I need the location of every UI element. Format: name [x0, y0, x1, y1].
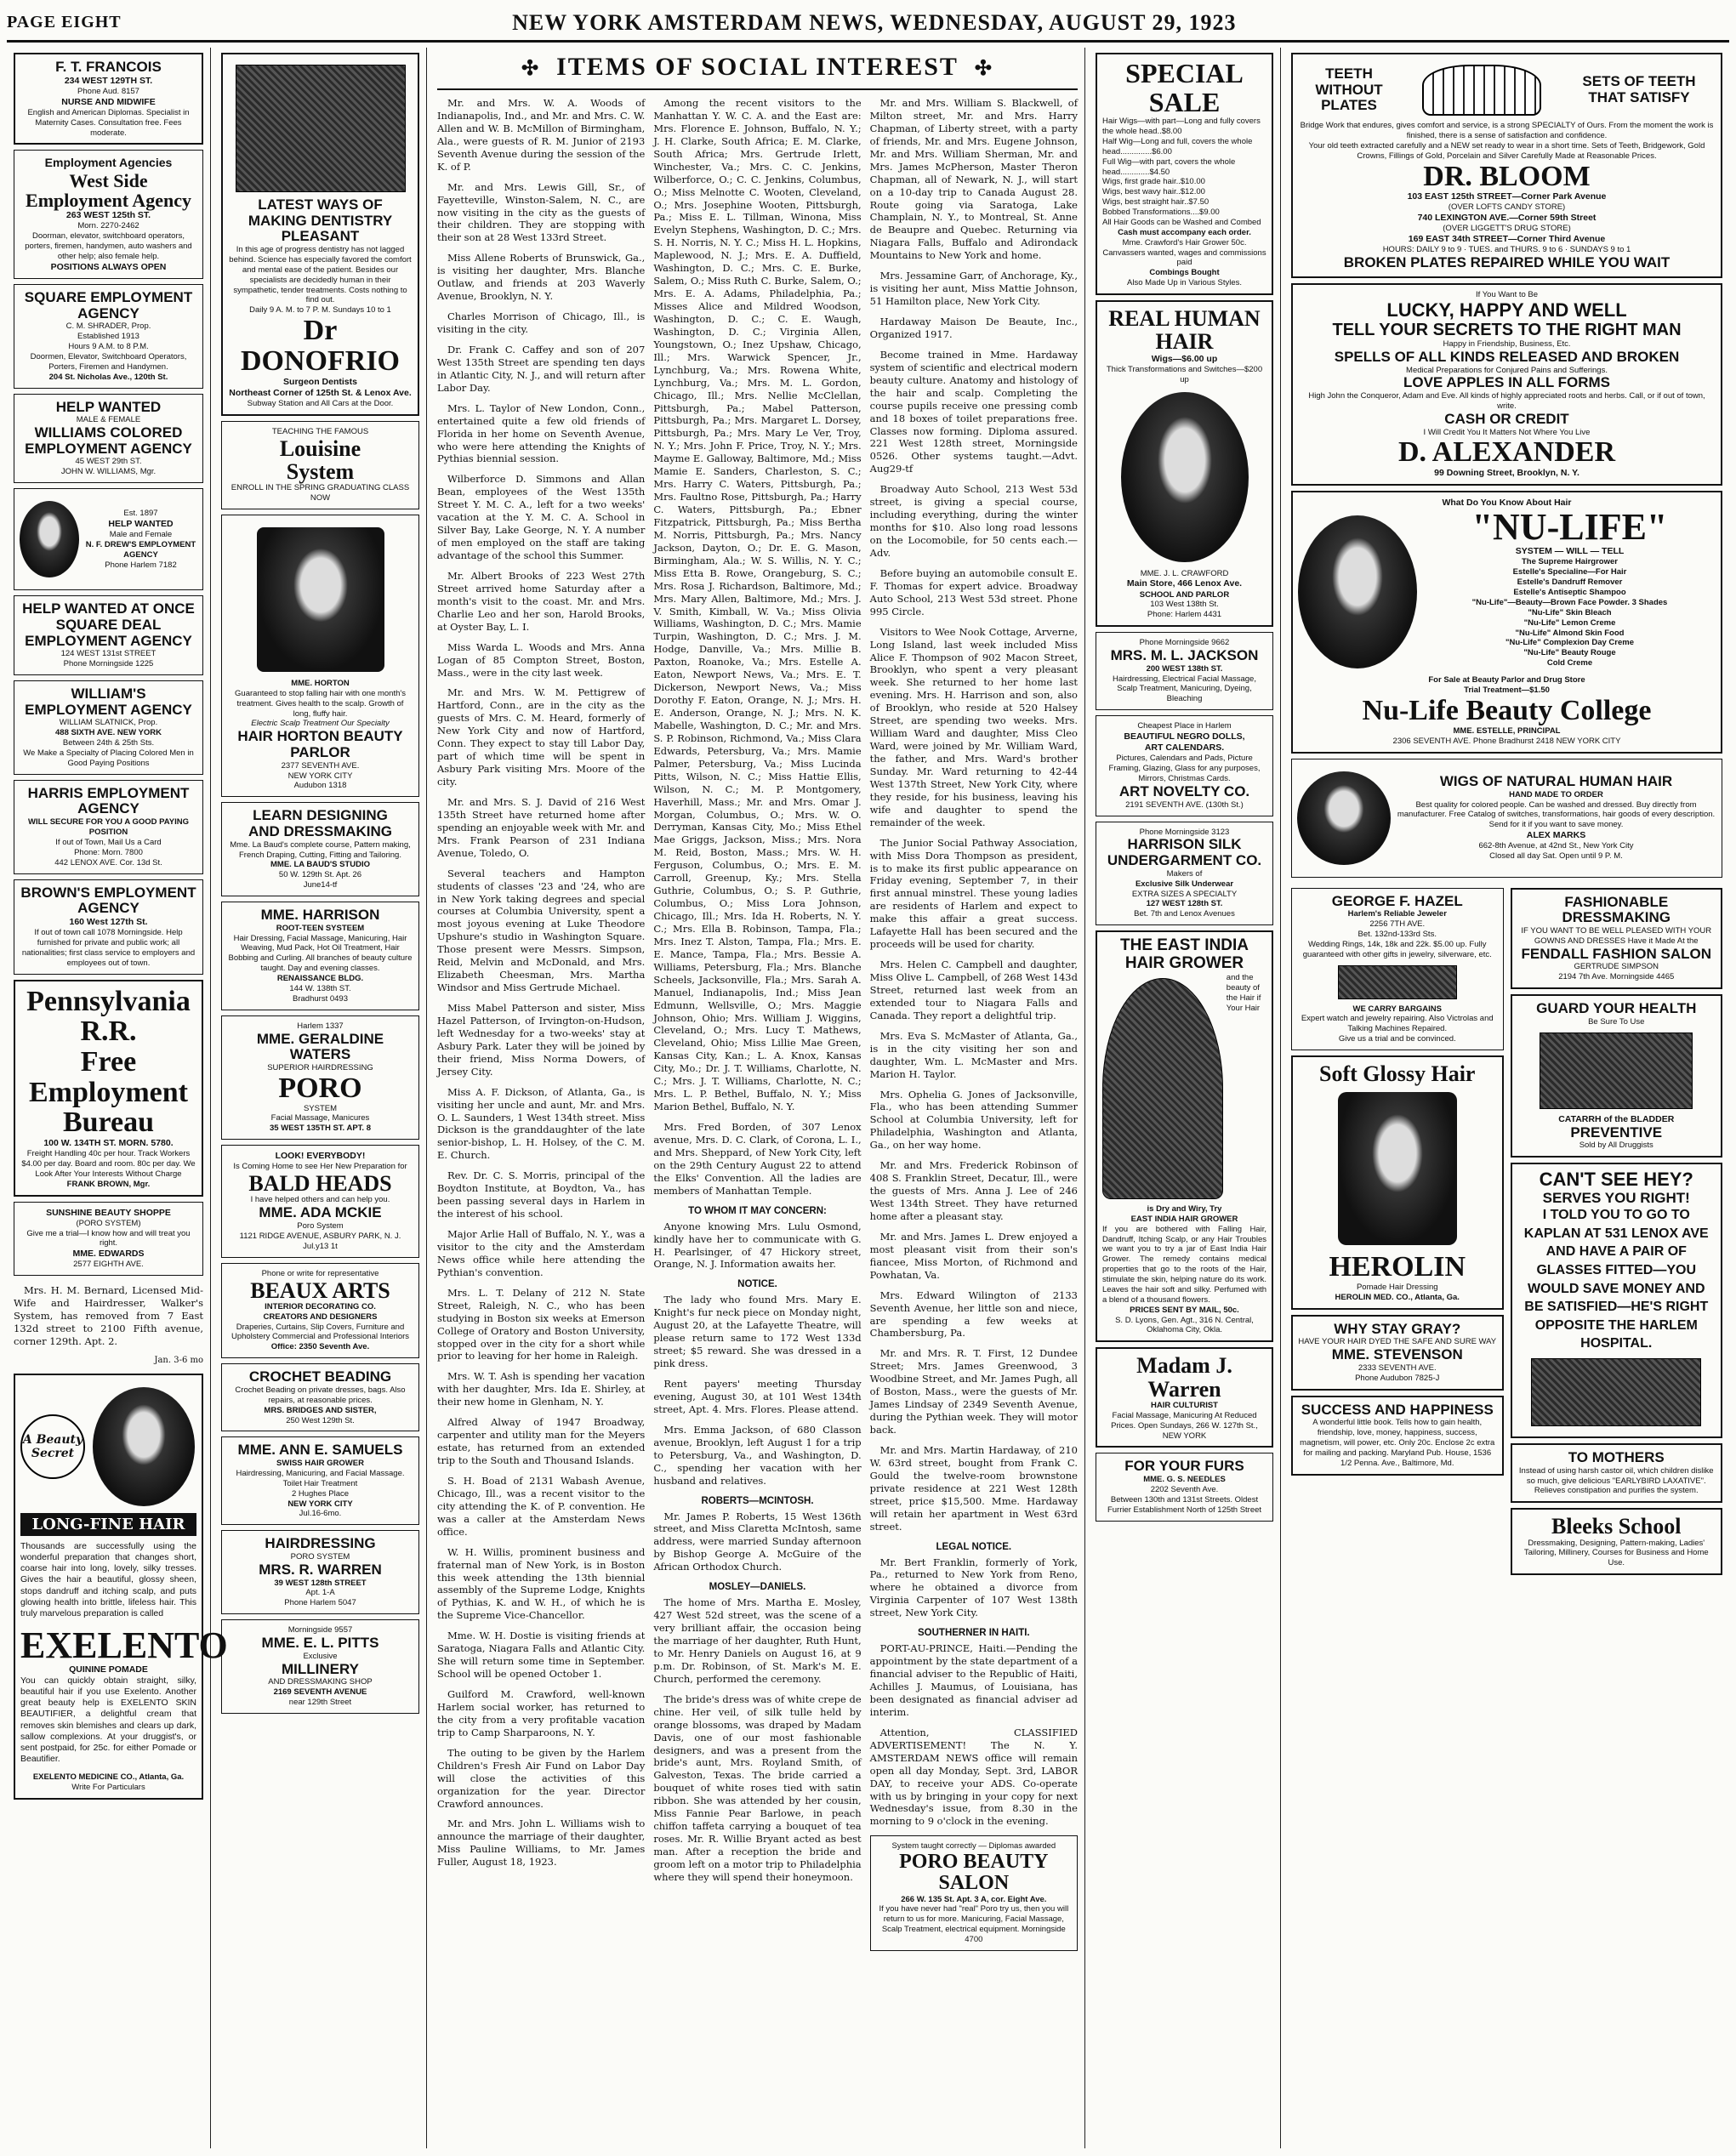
crawford-portrait: [1121, 392, 1249, 562]
ad-jackson: Phone Morningside 9662 MRS. M. L. JACKSON 200 WEST 138th ST. Hairdressing, Electrical Facial Massage, Scalp Treatment, Manicuring, Dyeing, Bleaching: [1096, 632, 1273, 710]
news-item: Several teachers and Hampton students of classes '23 and '24, who are in New York taking degrees and special courses at Columbia University, spent a most joyous evening at Luke Theodore Upshure's studio in Washington Square. Those present were Messrs. Simpson, Reid, Melvin and McDonald, and Mrs. Elizabeth Cheesman, Mrs. Martha Windsor and Miss Gertrude Michael.: [437, 867, 646, 994]
news-item: Mr. and Mrs. Martin Hardaway, of 210 W. 63rd street, bought from Frank C. Gould the twelve-room brownstone private residence at 221 West 128th street, price $15,500. Mme. Hardaway will retain her apartment in West 63rd street.: [869, 1443, 1078, 1533]
notice-heading: ROBERTS—MCINTOSH.: [701, 1495, 814, 1506]
news-item: The bride's dress was of white crepe de chine. Her veil, of silk tulle held by orange blossoms, was draped by Madam Davis, one of our most fashionable designers, and was a present from the bride's aunt, Mrs. Royland Smith, of Galveston, Texas. The bride carried a bouquet of white roses tied with satin ribbon. She was attended by her cousin, Miss Fannie Pear Barlowe, in peach chiffon taffeta carrying a bouquet of tea roses. Mr. R. Willie Bryant acted as best man. After a reception the bride and groom left on a motor trip to Philadelphia where they will spend their honeymoon.: [653, 1692, 862, 1883]
ad-square: SQUARE EMPLOYMENT AGENCY C. M. SHRADER, Prop. Established 1913 Hours 9 A.M. to 8 P.M. Doormen, Elevator, Switchboard Operators, Porters, Firemen and Handymen. 204 St. Nicholas Ave., 120th St.: [14, 284, 203, 389]
ad-beaux-arts: Phone or write for representative BEAUX ARTS INTERIOR DECORATING CO. CREATORS AND DESIGNERS Draperies, Curtains, Slip Covers, Furniture and Upholstery Commercial and Professional Interiors Office: 2350 Seventh Ave.: [221, 1263, 419, 1359]
ad-success: SUCCESS AND HAPPINESS A wonderful little book. Tells how to gain health, friendship, love, money, happiness, success, magnetism, will power, etc. Only 20c. Enclose 2c extra for mailing and packing. Maryland Pub. House, 1536 1/2 Penna. Ave., Baltimore, Md.: [1291, 1396, 1504, 1476]
estelle-portrait: [1298, 515, 1417, 668]
ad-william: WILLIAM'S EMPLOYMENT AGENCY WILLIAM SLATNICK, Prop. 488 SIXTH AVE. NEW YORK Between 24th & 25th Sts. We Make a Specialty of Placing Colored Men in Good Paying Positions: [14, 680, 203, 775]
news-item: Before buying an automobile consult E. F. Thomas for expert advice. Broadway Auto School, 213 West 53d street. Phone 995 Circle.: [869, 566, 1078, 617]
column-5: [1284, 48, 1729, 2148]
news-item: The outing to be given by the Harlem Children's Fresh Air Fund on Labor Day will close the activities of this organization for the year. Director Crawford announces.: [437, 1746, 646, 1810]
ad-harrison-silk: Phone Morningside 3123 HARRISON SILK UNDERGARMENT CO. Makers of Exclusive Silk Underwear EXTRA SIZES A SPECIALTY 127 WEST 128th ST. Bet. 7th and Lenox Avenues: [1096, 822, 1273, 926]
ad-real-human-hair: REAL HUMAN HAIR Wigs—$6.00 up Thick Transformations and Switches—$200 up MME. J. L. CRAWFORD Main Store, 466 Lenox Ave. SCHOOL AND PARLOR 103 West 138th St. Phone: Harlem 4431: [1096, 300, 1273, 627]
news-item: Mrs. Fred Borden, of 307 Lenox avenue, Mrs. D. C. Clark, of Corona, L. I., and Mrs. Sheppard, of New York City, left on the 29th Century August 22 to attend the Elks' Convention. All the ladies are members of Manhattan Temple.: [653, 1121, 862, 1197]
portrait-image: [20, 501, 79, 577]
product-item: Estelle's Dandruff Remover: [1517, 577, 1623, 588]
news-item: S. H. Boad of 2131 Wabash Avenue, Chicago, Ill., was a recent visitor to the city attending the K. of P. convention. He was a caller at the Amsterdam News office.: [437, 1474, 646, 1538]
ad-louisine: TEACHING THE FAMOUS Louisine System ENROLL IN THE SPRING GRADUATING CLASS NOW: [221, 421, 419, 509]
product-item: "Nu-Life"—Beauty—Brown Face Powder. 3 Shades: [1471, 597, 1668, 607]
news-item: Mme. W. H. Dostie is visiting friends at Saratoga, Niagara Falls and Atlantic City. She will return some time in September. School will be opened October 1.: [437, 1630, 646, 1681]
ad-francois: F. T. FRANCOIS 234 WEST 129TH ST. Phone Aud. 8157 NURSE AND MIDWIFE English and American Diplomas. Specialist in Maternity Cases. Consultation free. Fees moderate.: [14, 53, 203, 145]
news-item: Mr. and Mrs. John L. Williams wish to announce the marriage of their daughter, Miss Pauline Williams, to Mr. James Fuller, August 18, 1923.: [437, 1818, 646, 1869]
social-section: [430, 48, 1085, 2148]
poro-name: PORO BEAUTY SALON: [899, 1851, 1049, 1895]
teeth-illustration: [1422, 65, 1541, 116]
product-item: "Nu-Life" Skin Bleach: [1528, 607, 1612, 617]
news-item: Attention, CLASSIFIED ADVERTISEMENT! The N. Y. AMSTERDAM NEWS office will remain open all day Monday, Sept. 3rd, LABOR DAY, to receive your ADS. Co-operate with us by bringing in your copy for next Wednesday's issue, from 8.30 in the morning to 9 o'clock in the evening.: [869, 1726, 1078, 1828]
notice-bernard: Mrs. H. M. Bernard, Licensed Mid-Wife and Hairdresser, Walker's System, has removed from 7 East 132d street to 2100 Fifth avenue, corner 129th. Apt. 2. Jan. 3-6 mo: [14, 1284, 203, 1365]
news-item: Major Arlie Hall of Buffalo, N. Y., was a visitor to the city and the Amsterdam News office while here attending the Pythian's convention.: [437, 1228, 646, 1278]
news-item: Mr. and Mrs. James L. Drew enjoyed a most pleasant visit from their son's fiancee, Miss Morton, of Richmond and Powhatan, Va.: [869, 1230, 1078, 1281]
ad-crochet: CROCHET BEADING Crochet Beading on private dresses, bags. Also repairs, at reasonable prices. MRS. BRIDGES AND SISTER, 250 West 129th St.: [221, 1363, 419, 1431]
news-item: Mr. and Mrs. W. M. Pettigrew of Hartford, Conn., are in the city as the guests of Mrs. C. M. Heard, formerly of New York City and now of Hartford, Conn. They expect to stay till Labor Day, part of which time will be spent in Asbury Park visiting Mrs. Moore of the city.: [437, 686, 646, 788]
bottle-illustration: [1540, 1032, 1693, 1109]
ad-alexander: If You Want to Be LUCKY, HAPPY AND WELL TELL YOUR SECRETS TO THE RIGHT MAN Happy in Friendship, Business, Etc. SPELLS OF ALL KINDS RELEASED AND BROKEN Medical Preparations for Conjured Pains and Sufferings. LOVE APPLES IN ALL FORMS High John the Conqueror, Adam and Eve. All kinds of highly appreciated roots and herbs. Call, or if out of town, write. CASH OR CREDIT I Will Credit You It Matters Not Where You Live D. ALEXANDER 99 Downing Street, Brooklyn, N. Y.: [1291, 283, 1722, 486]
long-hair-ribbon: LONG-FINE HAIR: [20, 1513, 196, 1536]
sale-line: Wigs, best straight hair..$7.50: [1102, 197, 1210, 208]
product-item: "Nu-Life" Lemon Creme: [1523, 617, 1616, 628]
ad-horton: MME. HORTON Guaranteed to stop falling hair with one month's treatment. Gives health to the scalp. Growth of long, fluffy hair. Electric Scalp Treatment Our Specialty HAIR HORTON BEAUTY PARLOR 2377 SEVENTH AVE. NEW YORK CITY Audubon 1318: [221, 515, 419, 797]
product-item: "Nu-Life" Beauty Rouge: [1523, 648, 1616, 658]
ad-kaplan: CAN'T SEE HEY? SERVES YOU RIGHT! I TOLD YOU TO GO TO KAPLAN AT 531 LENOX AVE AND HAVE A PAIR OF GLASSES FITTED—YOU WOULD SAVE MONEY AND BE SATISFIED—HE'S RIGHT OPPOSITE THE HARLEM HOSPITAL.: [1511, 1163, 1723, 1438]
news-item: Alfred Alway of 1947 Broadway, carpenter and utility man for the Meyers estate, has returned from an extended trip to the South and Thousand Islands.: [437, 1416, 646, 1466]
news-item: Guilford M. Crawford, well-known Harlem social worker, has returned to the city from a very profitable vacation trip to Camp Sharparoons, N. Y.: [437, 1688, 646, 1738]
ad-pennsylvania: Pennsylvania R.R. Free Employment Bureau 100 W. 134TH ST. MORN. 5780. Freight Handling 40c per hour. Track Workers $4.00 per day. Board and room. 80c per day. We Look After Your Interests Without Charge FRANK BROWN, Mgr.: [14, 980, 203, 1197]
ad-art-novelty: Cheapest Place in Harlem BEAUTIFUL NEGRO DOLLS, ART CALENDARS. Pictures, Calendars and Pads, Picture Framing, Glazing, Glass for any purposes, Mirrors, Christmas Cards. ART NOVELTY CO. 2191 SEVENTH AVE. (130th St.): [1096, 715, 1273, 816]
news-item: The home of Mrs. Martha E. Mosley, 427 West 52d street, was the scene of a very brilliant affair, the occasion being the marriage of her daughter, Ruth Hunt, to Mr. Henry Daniels on August 16, at 9 p.m. Dr. Robinson, of St. Mark's M. E. Church, performed the ceremony.: [653, 1596, 862, 1685]
ornament-icon: ✣: [974, 58, 994, 80]
notice-heading: TO WHOM IT MAY CONCERN:: [688, 1205, 827, 1216]
sale-line: Hair Wigs—with part—Long and fully covers the whole head..$8.00: [1102, 117, 1261, 137]
sale-line: Full Wig—with part, covers the whole head.............$4.50: [1102, 156, 1236, 177]
ad-hazel: GEORGE F. HAZEL Harlem's Reliable Jeweler 2256 7TH AVE. Bet. 132nd-133rd Sts. Wedding Rings, 14k, 18k and 22k. $5.00 up. Fully guaranteed with other gifts in jewelry, silverware, etc. WE CARRY BARGAINS Expert watch and jewelry repairing. Also Victrolas and Talking Machines Repaired. Give us a trial and be convinced.: [1291, 888, 1504, 1051]
news-item: Miss Mabel Patterson and sister, Miss Hazel Patterson, of Irvington-on-Hudson, left Wednesday for a two-weeks' stay at Asbury Park. Later they will be joined by their friend, Miss Norma Dowers, of Jersey City.: [437, 1002, 646, 1078]
ad-to-mothers: TO MOTHERS Instead of using harsh castor oil, which children dislike so much, give delicious "EARLYBIRD LAXATIVE". Relieves constipation and purifies the system.: [1511, 1443, 1723, 1503]
news-item: Mrs. Edward Wilington of 2133 Seventh Avenue, her little son and niece, are spending a few weeks at Chambersburg, Pa.: [869, 1288, 1078, 1340]
news-item: Rent payers' meeting Thursday evening, August 30, at 101 West 134th street, Apt. 4. Mrs. Flores. Please attend.: [653, 1378, 862, 1415]
social-column-3: [870, 97, 1078, 2121]
news-item: Miss A. F. Dickson, of Atlanta, Ga., is visiting her uncle and aunt, Mr. and Mrs. O. L. Saunders, 1 West 134th street. Miss Dickson is the granddaughter of the late senior-bishop, L. H. Holsey, of the C. M. E. Church.: [437, 1085, 646, 1162]
ad-pitts: Morningside 9557 MME. E. L. PITTS Exclusive MILLINERY AND DRESSMAKING SHOP 2169 SEVENTH AVENUE near 129th Street: [221, 1619, 419, 1714]
jewelry-illustration: [1338, 965, 1457, 999]
news-item: Mr. James P. Roberts, 15 West 136th street, and Miss Claretta McIntosh, same address, were married Sunday afternoon by Bishop George A. McGuire of the African Orthodox Church.: [653, 1510, 862, 1573]
ad-learn-designing: LEARN DESIGNING AND DRESSMAKING Mme. La Baud's complete course, Pattern making, French Draping, Cutting, Fitting and Tailoring. MME. LA BAUD'S STUDIO 50 W. 129th St. Apt. 26 June14-tf: [221, 802, 419, 896]
news-item: W. H. Willis, prominent business and fraternal man of New York, is in Boston this week attending the 13th biennial assembly of the Supreme Lodge, Knights of Pythias, K. and W. H., of which he is the Supreme Vice-Chancellor.: [437, 1545, 646, 1622]
ad-furs: FOR YOUR FURS MME. G. S. NEEDLES 2202 Seventh Ave. Between 130th and 131st Streets. Oldest Furrier Establishment North of 125th Street: [1096, 1453, 1273, 1521]
ad-brown: BROWN'S EMPLOYMENT AGENCY 160 West 127th St. If out of town call 1078 Morningside. Help furnished for private and public work; all nationalities; first class service to employers and employees out of town.: [14, 879, 203, 975]
ornament-icon: ✣: [521, 58, 541, 80]
news-item: Mr. and Mrs. William S. Blackwell, of Milton street, Mr. and Mrs. Harry Chapman, of Liberty street, with a party of friends, Mr. and Mrs. Eugene Johnson, Mr. and Mrs. William Sherman, Mr. and Mrs. James McPherson, Master Theron Chapman, all of Newark, N. J., will start on a 10-day trip to Canada August 28. Route going via Saratoga, Lake Champlain, N. Y., to Montreal, St. Anne de Beaupre and Quebec. Returning via Niagara Falls, Buffalo and Adirondack Mountains to New York and home.: [869, 97, 1078, 262]
news-item: Become trained in Mme. Hardaway system of scientific and electrical modern beauty culture. Anatomy and histology of the hair and scalp. Completing the course pupils receive one pressing comb and 18 boxes of toilet preparations free. Classes now forming. Diploma assured. 221 West 128th street, Morningside 0526. Other systems taught.—Advt. Aug29-tf: [869, 348, 1078, 475]
newspaper-title: NEW YORK AMSTERDAM NEWS, WEDNESDAY, AUGUST 29, 1923: [512, 9, 1237, 35]
ad-dr-bloom: TEETH WITHOUT PLATES SETS OF TEETH THAT SATISFY Bridge Work that endures, gives comfort and service, is a strong SPECIALTY of Ours. From the moment the work is finished, there is a sense of satisfaction and confidence. Your old teeth extracted carefully and a NEW set ready to wear in a short time. Sets of Teeth, Bridgework, Gold Crowns, Fillings of Gold, Porcelain and Silver Carefully Made at Reasonable Prices. DR. BLOOM 103 EAST 125th STREET—Corner Park Avenue (OVER LOFTS CANDY STORE) 740 LEXINGTON AVE.—Corner 59th Street (OVER LIGGETT'S DRUG STORE) 169 EAST 34th STREET—Corner Third Avenue HOURS: DAILY 9 to 9 · TUES. and THURS. 9 to 6 · SUNDAYS 9 to 1 BROKEN PLATES REPAIRED WHILE YOU WAIT: [1291, 53, 1722, 278]
ad-waters: Harlem 1337 MME. GERALDINE WATERS SUPERIOR HAIRDRESSING PORO SYSTEM Facial Massage, Manicures 35 WEST 135TH ST. APT. 8: [221, 1015, 419, 1140]
dentist-illustration: [236, 65, 406, 192]
ad-poro-salon: [870, 1835, 1078, 1951]
woman-portrait: [93, 1387, 195, 1506]
ad-madam-warren: Madam J. Warren HAIR CULTURIST Facial Massage, Manicuring At Reduced Prices. Open Sundays, 266 W. 127th St., NEW YORK: [1096, 1347, 1273, 1448]
ad-westside: Employment Agencies West Side Employment Agency 263 WEST 125th ST. Morn. 2270-2462 Doorman, elevator, switchboard operators, porters, firemen, handymen, auto washers and other help; also female help. POSITIONS ALWAYS OPEN: [14, 150, 203, 278]
masthead: [7, 5, 1729, 43]
news-item: Among the recent visitors to the Manhattan Y. W. C. A. and the East are: Mrs. Florence E. Johnson, Buffalo, N. Y.; J. H. Clarke, South Africa; E. M. Clarke, South Africa; Mrs. Gertrude Irlett, Winchester, Va.; Mrs. C. C. Jenkins, Wilberforce, O.; C. C. Jenkins, Columbus, O.; Miss Melnotte C. Wooten, Cleveland, O.; Mrs. Josephine Wooten, Pittsburgh, Pa.; Miss E. L. Tillman, Winona, Miss Evelyn Stephens, Washington, D. C.; Mrs. S. H. Norris, N. Y. C.; Miss H. L. Hopkins, Maplewood, N. J.; Mrs. E. A. Duffield, Washington, D. C.; Mrs. C. E. Burke, Salem, O.; Miss Ruth C. Burke, Salem, O.; Mrs. E. A. Adams, Philadelphia, Pa.; Misses Alice and Mildred Woodson, Washington, D. C.; C. E. Waugh, Washington, D. C.; Virginia Allen, Youngstown, O.; Inez Upshaw, Chicago, Ill.; Mrs. Warwick Spencer, Jr., Lynchburg, Va.; Mrs. Rowena White, Lynchburg, Va.; Mrs. M. L. Gordon, Chicago, Ill.; Mrs. Nellie McClellan, Pittsburgh, Pa.; Mabel Patterson, Pittsburgh, Pa.; Mrs. Margaret L. Dorsey, Pittsburgh, Pa.; Mrs. Mary Le Ver, Troy, N. Y.; Mrs. John F. Price, Troy, N. Y.; Mrs. Mayme E. Galloway, Baltimore, Md.; Miss Mamie E. Sanders, Charleston, S. C.; Mrs. Harry C. Waters, Pittsburgh, Pa.; Mrs. Faultno Rose, Pittsburgh, Pa.; Harry C. Waters, Pittsburgh, Pa.; Ebner Fitzpatrick, Pittsburgh, Pa.; Miss Bertha M. Norris, Pittsburgh, Pa.; Mrs. Nancy Jackson, Dayton, O.; Dr. E. G. Mason, Birmingham, Ala.; W. S. Willis, N. Y. C.; Miss Etta B. Rowe, Orangeburg, S. C.; Mrs. Rosa J. Richardson, Baltimore, Md.; Mrs. Mary Allen, Baltimore, Md.; Mrs. J. V. Smith, Kimball, W. Va.; Miss Olivia Williams, Washington, D. C.; Mrs. Mamie Turpin, Washington, D. C.; Mrs. J. M. Hodge, Danville, Va.; Mrs. Millie B. Paxton, Roanoke, Va.; Mrs. Estelle A. Eaton, Newport News, Va.; Mrs. E. T. Dickerson, Newport News, Va.; Miss Dorothy F. Eaton, Orange, N. J.; Mrs. H. E. Anderson, Orange, N. J.; Mrs. N. K. Mabelle, Washington, D. C.; Mr. and Mrs. S. P. Robinson, Richmond, Va.; Miss Clara Edwards, Petersburg, Va.; Mrs. Mamie Palmer, Petersburg, Va.; Miss Lucinda Pitts, Wilson, N. C.; Miss Hattie Ellis, Wilson, N. C.; M. P. Montgomery, Haverhill, Mass.; Mr. and Mrs. Omar J. Morgan, Columbus, O.; Mrs. W. O. Derryman, Kansas City, Mo.; Miss Ethel Mae Griggs, Jackson, Miss.; Mrs. Nora M. Reid, Boston, Mass.; Mrs. W. H. Ferguson, Columbus, O.; Mrs. E. M. Carroll, Greenup, Ky.; Mrs. Stella Guthrie, Columbus, O.; S. P. Guthrie, Columbus, O.; Miss Lora Johnson, Chicago, Ill.; Mrs. Ida H. Roberts, N. Y. C.; Mrs. Ella B. Robinson, Tampa, Fla.; Mrs. Inez T. Alston, Tampa, Fla.; Mrs. E. E. Mance, Tampa, Fla.; Mrs. Bessie A. Williams, Petersburg, Fla.; Mrs. Blanche Scheels, Jacksonville, Fla.; Mrs. Sarah A. Manuel, Indianapolis, Ind.; Miss Jean Edmunn, Wellsville, O.; Mrs. Maggie Johnson, Ohio; Mrs. William J. Wiggins, Cleveland, O.; Mrs. Lucy T. Mathews, Cleveland, Ohio; Miss Lillie Mae Green, Kansas City, Kan.; L. A. Knox, Kansas City, Mo.; Dr. J. T. Williams, Charlotte, N. C.; Mrs. J. T. Williams, Charlotte, N. C.; Mrs. L. P. Bethel, Buffalo, N. Y.; Miss Marion Bethel, Buffalo, N. Y.: [653, 97, 862, 1113]
sale-line: Bobbed Transformations....$9.00: [1102, 208, 1220, 218]
ad-herolin: Soft Glossy Hair HEROLIN Pomade Hair Dressing HEROLIN MED. CO., Atlanta, Ga.: [1291, 1055, 1504, 1310]
sale-line: All Hair Goods can be Washed and Combed: [1102, 217, 1261, 227]
news-item: Mrs. Ophelia G. Jones of Jacksonville, Fla., who has been attending Summer School at Columbia University, left for Philadelphia, Washington and Atlanta, Ga., on her way home.: [869, 1088, 1078, 1152]
long-hair-illustration: [1102, 978, 1223, 1199]
ad-samuels: MME. ANN E. SAMUELS SWISS HAIR GROWER Hairdressing, Manicuring, and Facial Massage. Toilet Hair Treatment 2 Hughes Place NEW YORK CITY Jul.16-6mo.: [221, 1436, 419, 1525]
news-item: Mr. and Mrs. S. J. David of 216 West 135th Street have returned home after spending an enjoyable week with Mr. and Mrs. Frank Pearson of 231 Indiana Avenue, Toledo, O.: [437, 795, 646, 859]
ad-harrison-rootteen: MME. HARRISON ROOT-TEEN SYSTEEM Hair Dressing, Facial Massage, Manicuring, Hair Weaving, Mud Pack, Hot Oil Treatment, Hair Bobbing and Curling. All branches of beauty culture taught. Day and evening classes. RENAISSANCE BLDG. 144 W. 138th ST. Bradhurst 0493: [221, 902, 419, 1010]
news-item: Mrs. W. T. Ash is spending her vacation with her daughter, Mrs. Ida E. Shirley, at their new home in Glenham, N. Y.: [437, 1370, 646, 1408]
section-heading: ✣ ITEMS OF SOCIAL INTEREST ✣: [437, 48, 1078, 90]
news-item: Miss Allene Roberts of Brunswick, Ga., is visiting her daughter, Mrs. Blanche Outlaw, and friends at 203 Waverly Avenue, Brooklyn, N. Y.: [437, 252, 646, 303]
ad-stevenson: WHY STAY GRAY? HAVE YOUR HAIR DYED THE SAFE AND SURE WAY MME. STEVENSON 2333 SEVENTH AVE. Phone Audubon 7825-J: [1291, 1315, 1504, 1391]
news-item: Mr. and Mrs. Lewis Gill, Sr., of Fayetteville, Winston-Salem, N. C., are now visiting in the city as the guests of their children. They are stopping with their son at 28 West 133rd Street.: [437, 180, 646, 244]
product-item: "Nu-Life" Almond Skin Food: [1515, 628, 1625, 638]
ad-bald-heads: LOOK! EVERYBODY! Is Coming Home to see Her New Preparation for BALD HEADS I have helped others and can help you. MME. ADA MCKIE Poro System 1121 RIDGE AVENUE, ASBURY PARK, N. J. Jul.y13 1t: [221, 1145, 419, 1257]
poro-body: If you have never had "real" Poro try us, then you will return to us for more. Manicuring, Facial Massage, Scalp Treatment, electrical equipment. Morningside 4700: [879, 1904, 1069, 1945]
product-item: Estelle's Antiseptic Shampoo: [1513, 588, 1626, 598]
sale-line: Half Wig—Long and full, covers the whole head..............$6.00: [1102, 136, 1253, 156]
wig-portrait: [1297, 771, 1391, 865]
news-item: PORT-AU-PRINCE, Haiti.—Pending the appointment by the state department of a financial adviser to the Republic of Haiti, Achilles J. Maumus, of Louisiana, has been designated as financial adviser ad interim.: [869, 1642, 1078, 1718]
ad-sunshine: SUNSHINE BEAUTY SHOPPE (PORO SYSTEM) Give me a trial—I know how and will treat you right. MME. EDWARDS 2577 EIGHTH AVE.: [14, 1202, 203, 1277]
horton-portrait: [257, 527, 384, 672]
social-column-1: [437, 97, 645, 2121]
column-1: [7, 48, 228, 2148]
ad-special-sale: SPECIAL SALE Hair Wigs—with part—Long and fully covers the whole head..$8.00 Half Wig—Long and full, covers the whole head..............$6.00 Full Wig—with part, covers the whole head.............$4.50 Wigs, first grade hair..$10.00 Wigs, best wavy hair..$12.00 Wigs, best straight hair..$7.50 Bobbed Transformations....$9.00 All Hair Goods can be Washed and Combed Cash must accompany each order. Mme. Crawford's Hair Grower 50c. Canvassers wanted, wages and commissions paid Combings Bought Also Made Up in Various Styles.: [1096, 53, 1273, 295]
poro-pre: System taught correctly — Diplomas awarded: [891, 1841, 1056, 1852]
ad-fendall: FASHIONABLE DRESSMAKING IF YOU WANT TO BE WELL PLEASED WITH YOUR GOWNS AND DRESSES Have it Made At the FENDALL FASHION SALON GERTRUDE SIMPSON 2194 7th Ave. Morningside 4465: [1511, 888, 1723, 990]
ad-alex-marks: WIGS OF NATURAL HUMAN HAIR HAND MADE TO ORDER Best quality for colored people. Can be washed and dressed. Buy directly from manufacturer. Free Catalog of switches, transformations, hair goods of every description. Send for it if you want to save money. ALEX MARKS 662-8th Avenue, at 42nd St., New York City Closed all day Sat. Open until 9 P. M.: [1291, 759, 1722, 878]
ad-exelento: A Beauty Secret LONG-FINE HAIR Thousands are successfully using the wonderful preparation that changes short, coarse hair into long, lovely, silky tresses. Gives the hair a beautiful, glossy sheen, stops dandruff and itching scalp, and puts glowing health into brittle, lifeless hair. This truly marvelous preparation is called EXELENTO QUININE POMADE You can quickly obtain straight, silky, beautiful hair if you use Exelento. Another great beauty help is EXELENTO SKIN BEAUTIFIER, a delightful cream that removes skin blemishes and clears up dark, sallow complexions. At your druggist's, or sent postpaid, for 25c. for either Pomade or Beautifier. EXELENTO MEDICINE CO., Atlanta, Ga. Write For Particulars: [14, 1374, 203, 1800]
social-column-2: [653, 97, 861, 2121]
news-item: Anyone knowing Mrs. Lulu Osmond, kindly have her to communicate with G. H. Pearlsinger, of 47 Hickory street, Orange, N. J. Information awaits her.: [653, 1220, 862, 1271]
news-item: Mr. and Mrs. W. A. Woods of Indianapolis, Ind., and Mr. and Mrs. C. W. Allen and W. B. McMillon of Birmingham, Ala., were guests of R. M. Junior of 2193 Seventh Avenue during the session of the K. of P.: [437, 97, 646, 173]
ad-drew: Est. 1897 HELP WANTED Male and Female N. F. DREW'S EMPLOYMENT AGENCY Phone Harlem 7182: [14, 488, 203, 590]
column-2: [214, 48, 427, 2148]
news-item: Mrs. Helen C. Campbell and daughter, Miss Olive L. Campbell, of 268 West 143d Street, returned last week from an extended tour to Niagara Falls and Canada. They report a delightful trip.: [869, 959, 1078, 1021]
ad-warren-poro: HAIRDRESSING PORO SYSTEM MRS. R. WARREN 39 WEST 128th STREET Apt. 1-A Phone Harlem 5047: [221, 1530, 419, 1614]
page-number: PAGE EIGHT: [7, 13, 122, 31]
news-item: Hardaway Maison De Beaute, Inc., Organized 1917.: [869, 316, 1078, 340]
notice-heading: LEGAL NOTICE.: [936, 1541, 1012, 1552]
news-item: Mr. and Mrs. R. T. First, 12 Dundee Street; Mrs. James Greenwood, 3 Woodbine Street, and Mr. James Pugh, all of Boston, Mass., were the guests of Mr. James Lindsay of 2349 Seventh Avenue, during the Pythian week. They will motor back.: [869, 1347, 1078, 1436]
poro-addr: 266 W. 135 St. Apt. 3 A, cor. Eight Ave.: [901, 1894, 1047, 1904]
news-item: Charles Morrison of Chicago, Ill., is visiting in the city.: [437, 310, 646, 335]
column-4: [1089, 48, 1281, 2148]
beauty-secret-badge: A Beauty Secret: [20, 1414, 85, 1479]
news-item: Mr. Albert Brooks of 223 West 27th Street arrived home Saturday after a month's visit to the coast. Mr. and Mrs. Charlie Leo and her son, Harold Brooks, at Oyster Bay, L. I.: [437, 569, 646, 633]
news-item: Broadway Auto School, 213 West 53d street, is giving a special course, including everything, during the winter months for $10. Also long road lessons on the Locomobile, for 50 cents each.—Adv.: [869, 483, 1078, 559]
ad-east-india: THE EAST INDIA HAIR GROWER and the beauty of the Hair if Your Hair is Dry and Wiry, Try EAST INDIA HAIR GROWER If you are bothered with Falling Hair, Dandruff, Itching Scalp, or any Hair Troubles we want you to try a jar of East India Hair Grower. The remedy contains medical properties that go to the roots of the Hair, stimulate the skin, helping nature do its work. Leaves the hair soft and silky. Perfumed with a blend of a thousand flowers. PRICES SENT BY MAIL, 50c. S. D. Lyons, Gen. Agt., 316 N. Central, Oklahoma City, Okla.: [1096, 930, 1273, 1342]
news-item: The lady who found Mrs. Mary E. Knight's fur neck piece on Monday night, August 20, at the Lafayette Theatre, will please return same to 172 West 133d street; $5 reward. She was dressed in a pink dress.: [653, 1294, 862, 1370]
ad-square-deal: HELP WANTED AT ONCE SQUARE DEAL EMPLOYMENT AGENCY 124 WEST 131st STREET Phone Morningside 1225: [14, 595, 203, 675]
news-item: Wilberforce D. Simmons and Allan Bean, employees of the West 135th Street Y. M. C. A., left for a two weeks' vacation at the Y. M. C. A. School in Silver Bay, Lake George, N. Y. A number of men employed on the staff are taking advantage of the school this Summer.: [437, 473, 646, 561]
news-item: Dr. Frank C. Caffey and son of 207 West 135th Street are spending ten days in Atlantic City, N. J., and will return after Labor Day.: [437, 343, 646, 394]
ad-williams-colored: HELP WANTED MALE & FEMALE WILLIAMS COLORED EMPLOYMENT AGENCY 45 WEST 29th ST. JOHN W. WILLIAMS, Mgr.: [14, 394, 203, 484]
notice-heading: MOSLEY—DANIELS.: [709, 1582, 806, 1593]
ad-bleeks: Bleeks School Dressmaking, Designing, Pattern-making, Ladies' Tailoring, Millinery, Courses for Business and Home Use.: [1511, 1508, 1723, 1575]
news-item: The Junior Social Pathway Association, with Miss Dora Thompson as president, is to make its first public appearance on Friday evening, September 7, in their first annual minstrel. These young ladies are residents of Harlem and expect to make this affair a great success. Lafayette Hall has been secured and the proceeds will be used for charity.: [869, 836, 1078, 951]
sale-line: Wigs, first grade hair..$10.00: [1102, 177, 1205, 187]
product-item: Estelle's Specialine—For Hair: [1512, 567, 1627, 577]
product-item: The Supreme Hairgrower: [1522, 557, 1618, 567]
glossy-hair-portrait: [1338, 1092, 1457, 1245]
news-item: Mr. and Mrs. Frederick Robinson of 408 S. Franklin Street, Decatur, Ill., were the guests of Mrs. Anna J. Lee of 246 West 134th Street. They have returned home after a pleasant stay.: [869, 1159, 1078, 1222]
news-item: Mrs. L. T. Delany of 212 N. State Street, Raleigh, N. C., who has been studying in Boston six weeks at Emerson College of Oratory and Boston University, stopped over in the city for a short while prior to leaving for her home in Raleigh.: [437, 1286, 646, 1362]
news-item: Rev. Dr. C. S. Morris, principal of the Boydton Institute, at Boydton, Va., has been passing several days in Harlem in the interest of his school.: [437, 1169, 646, 1220]
ad-harris: HARRIS EMPLOYMENT AGENCY WILL SECURE FOR YOU A GOOD PAYING POSITION If out of Town, Mail Us a Card Phone: Morn. 7800 442 LENOX AVE. Cor. 13d St.: [14, 780, 203, 874]
product-item: Cold Creme: [1546, 658, 1593, 668]
notice-heading: NOTICE.: [737, 1279, 777, 1290]
news-item: Visitors to Wee Nook Cottage, Arverne, Long Island, last week included Miss Alice F. Thompson of 902 Macon Street, Brooklyn, who spent a very pleasant week. She returned to her home last evening. Mrs. H. Harrison and son, also of Brooklyn, who reside at 520 Halsey Street, are spending two weeks. Mrs. William Ward and daughter, Miss Cleo Ward, were joined by Mr. William Ward, the father, and Mrs. Ward's brother Sunday. Mr. Ward returning to 42-44 West 137th Street, New York City, where they reside, for his business, leaving his wife and daughter to spend the remainder of the week.: [869, 625, 1078, 828]
product-item: "Nu-Life" Complexion Day Creme: [1505, 638, 1634, 648]
ad-preventive: GUARD YOUR HEALTH Be Sure To Use CATARRH of the BLADDER PREVENTIVE Sold by All Druggists: [1511, 994, 1723, 1158]
cartoon-illustration: [1531, 1358, 1701, 1426]
notice-heading: SOUTHERNER IN HAITI.: [918, 1628, 1030, 1639]
sale-line: Wigs, best wavy hair..$12.00: [1102, 187, 1205, 197]
news-item: Mrs. Emma Jackson, of 680 Classon avenue, Brooklyn, left August 1 for a trip to Petersburg, Va., and Washington, D. C., spending her vacation with her husband and relatives.: [653, 1423, 862, 1487]
news-item: Mrs. Jessamine Garr, of Anchorage, Ky., is visiting her aunt, Miss Mattie Johnson, 51 Hamilton place, New York City.: [869, 270, 1078, 308]
ad-nu-life: What Do You Know About Hair "NU-LIFE" SYSTEM — WILL — TELL The Supreme Hairgrower Estelle's Specialine—For Hair Estelle's Dandruff Remover Estelle's Antiseptic Shampoo "Nu-Life"—Beauty—Brown Face Powder. 3 Shades "Nu-Life" Skin Bleach "Nu-Life" Lemon Creme "Nu-Life" Almond Skin Food "Nu-Life" Complexion Day Creme "Nu-Life" Beauty Rouge Cold Creme For Sale at Beauty Parlor and Drug Store Trial Treatment—$1.50 Nu-Life Beauty College MME. ESTELLE, PRINCIPAL 2306 SEVENTH AVE. Phone Bradhurst 2418 NEW YORK CITY: [1291, 491, 1722, 753]
news-item: Mrs. L. Taylor of New London, Conn., entertained quite a few old friends of Florida in her home on Seventh Avenue, who were here attending the Knights of Pythias biennial session.: [437, 401, 646, 465]
news-item: Mr. Bert Franklin, formerly of York, Pa., returned to New York from Reno, where he obtained a divorce from Virginia Carpenter of 107 West 138th street, New York City.: [869, 1556, 1078, 1619]
ad-donofrio: LATEST WAYS OF MAKING DENTISTRY PLEASANT In this age of progress dentistry has not lagged behind. Science has especially favored the comfort and mental ease of the patient. Besides our specialists are decidedly human in their sympathetic, tender treatments. Costs nothing to find out. Daily 9 A. M. to 7 P. M. Sundays 10 to 1 Dr DONOFRIO Surgeon Dentists Northeast Corner of 125th St. & Lenox Ave. Subway Station and All Cars at the Door.: [221, 53, 419, 416]
news-item: Miss Warda L. Woods and Mrs. Anna Logan of 85 Compton Street, Boston, Mass., were in the city last week.: [437, 640, 646, 679]
news-item: Mrs. Eva S. McMaster of Atlanta, Ga., is in the city visiting her son and daughter, Wm. L. McMaster and Mrs. Marion H. Taylor.: [869, 1029, 1078, 1080]
